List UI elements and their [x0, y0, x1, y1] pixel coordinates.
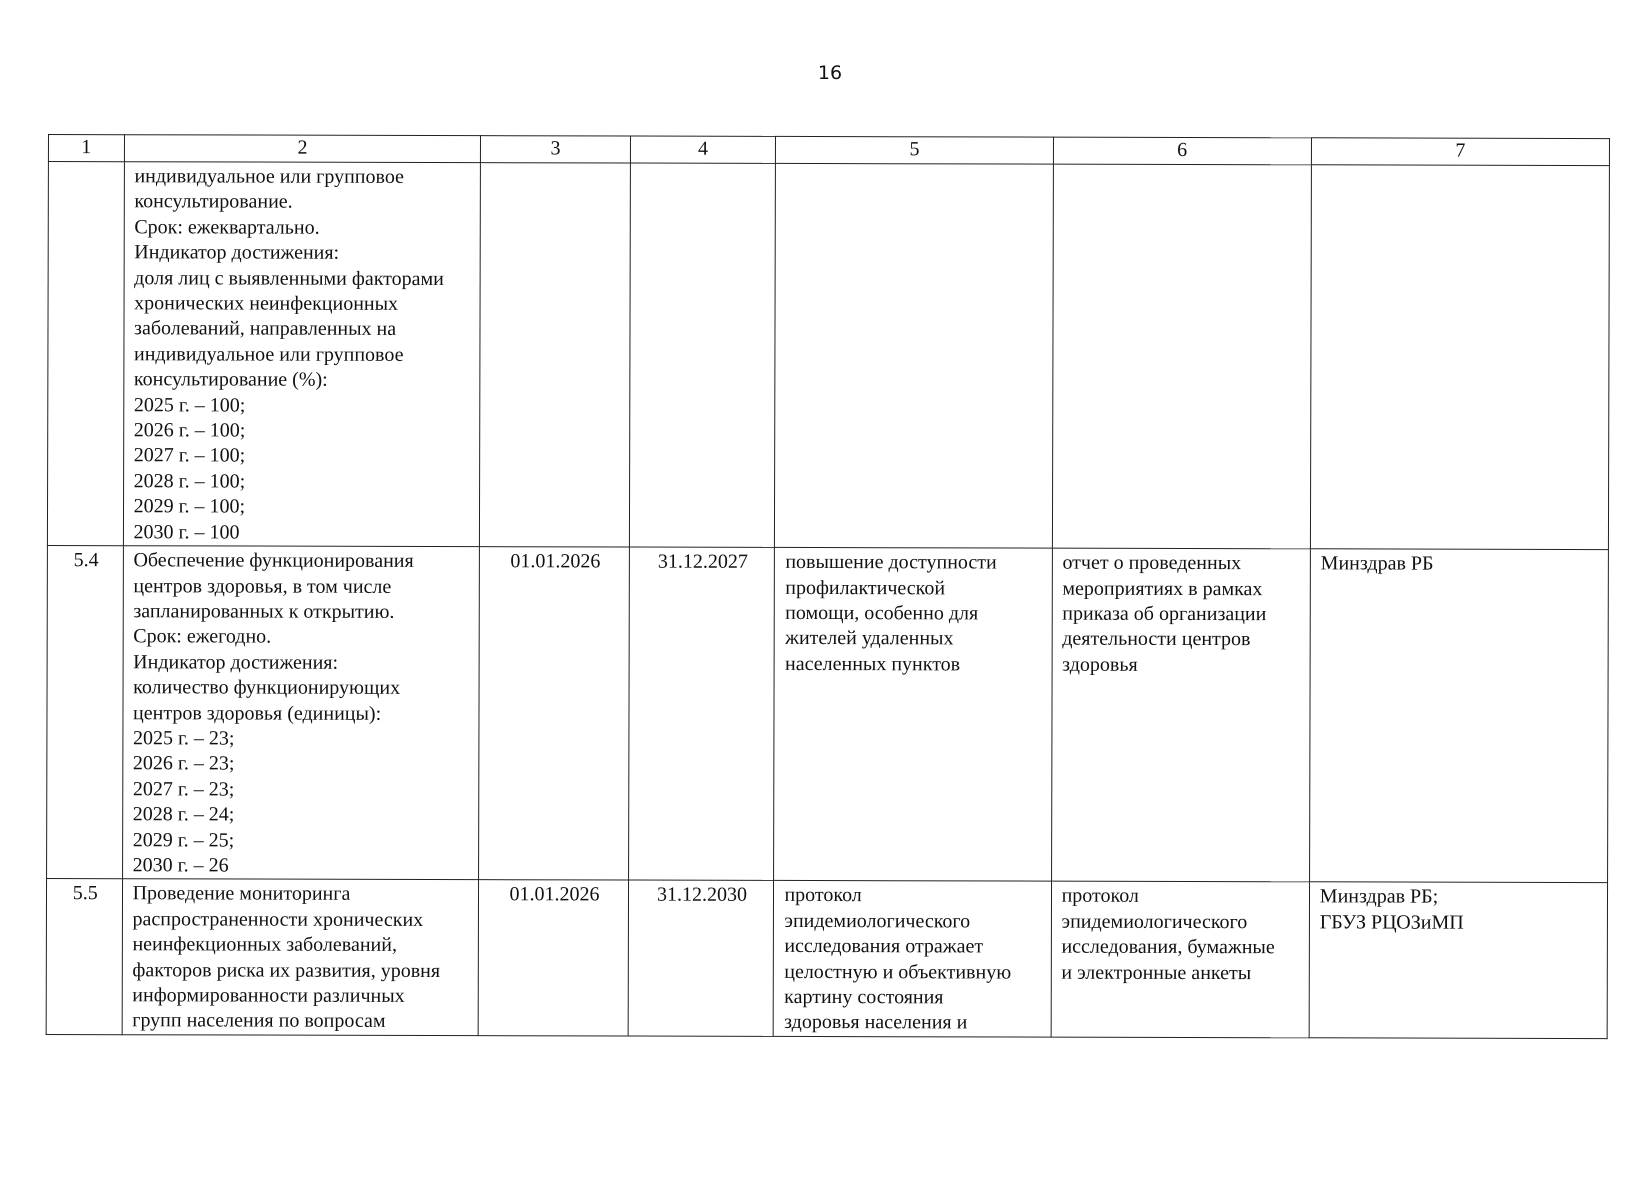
cell-text-line: здоровья [1062, 653, 1138, 676]
cell-text-line: хронических неинфекционных [134, 292, 399, 315]
start-date-cell: 01.01.2026 [479, 547, 629, 881]
result-cell [774, 881, 1052, 1037]
cell-text-line: распространенности хронических [132, 908, 424, 931]
cell-text-line: эпидемиологического [784, 909, 971, 933]
header-cell: 3 [481, 136, 630, 163]
header-cell: 7 [1311, 138, 1609, 166]
description-cell [123, 162, 481, 547]
cell-text-line: 2030 г. – 26 [132, 854, 229, 877]
report-cell [1052, 164, 1311, 549]
cell-text-line: 2028 г. – 100; [133, 470, 246, 493]
cell-text-line: населенных пунктов [785, 652, 961, 676]
responsible-cell [1310, 165, 1609, 550]
cell-text-line: 2027 г. – 100; [133, 444, 246, 467]
end-date-cell: 31.12.2030 [628, 880, 774, 1036]
cell-text-line: целостную и объективную [784, 960, 1012, 984]
cell-text-line: здоровья населения и [784, 1011, 968, 1034]
table-row [47, 546, 1609, 883]
result-cell [775, 163, 1053, 548]
cell-text-line: Минздрав РБ [1320, 552, 1434, 575]
cell-text-line: информированности различных [132, 984, 405, 1007]
cell-text-line: количество функционирующих [133, 676, 401, 700]
cell-text-line: 2030 г. – 100 [133, 520, 240, 544]
cell-text-line: приказа об организации [1062, 602, 1267, 626]
cell-text-line: индивидуальное или групповое [134, 165, 404, 188]
cell-text-line: 2026 г. – 23; [132, 752, 235, 775]
cell-text-line: центров здоровья, в том числе [133, 574, 392, 598]
cell-text-line: 2029 г. – 100; [133, 495, 246, 518]
row-number-cell: 5.4 [47, 546, 123, 879]
report-cell [1051, 882, 1310, 1038]
cell-text-line: запланированных к открытию. [133, 600, 395, 623]
header-cell: 5 [776, 136, 1053, 164]
report-cell [1051, 548, 1310, 882]
description-cell [122, 546, 480, 880]
cell-text-line: Проведение мониторинга [132, 882, 351, 906]
start-date-cell: 01.01.2026 [479, 880, 628, 1036]
cell-text-line: 2025 г. – 23; [132, 727, 235, 750]
cell-text-line: 2029 г. – 25; [132, 828, 235, 852]
cell-text-line: индивидуальное или групповое [133, 343, 404, 366]
cell-text-line: протокол [1061, 885, 1139, 908]
cell-text-line: консультирование. [134, 190, 293, 214]
cell-text-line: помощи, особенно для [785, 601, 979, 625]
cell-text-line: Срок: ежегодно. [133, 625, 272, 648]
cell-text-line: ГБУЗ РЦОЗиМП [1319, 911, 1464, 934]
cell-text-line: профилактической [785, 576, 946, 599]
header-cell: 6 [1053, 137, 1311, 165]
cell-text-line: исследования отражает [784, 935, 984, 958]
cell-text-line: Индикатор достижения: [133, 650, 339, 674]
cell-text-line: заболеваний, направленных на [134, 317, 397, 341]
cell-text-line: Минздрав РБ; [1319, 885, 1439, 909]
cell-text-line: деятельности центров [1062, 627, 1251, 651]
cell-text-line: и электронные анкеты [1061, 961, 1252, 984]
plan-table [46, 134, 1610, 1039]
row-number-cell: 5.5 [46, 879, 122, 1035]
result-cell [774, 547, 1052, 881]
cell-text-line: повышение доступности [785, 551, 997, 574]
cell-text-line: факторов риска их развития, уровня [132, 958, 441, 982]
cell-text-line: Обеспечение функционирования [133, 549, 414, 573]
page-number: 16 [817, 62, 843, 84]
cell-text-line: Индикатор достижения: [134, 241, 340, 264]
cell-text-line: эпидемиологического [1061, 910, 1248, 933]
end-date-cell [629, 163, 776, 547]
cell-text-line: неинфекционных заболеваний, [132, 933, 398, 957]
row-number-cell [47, 162, 124, 546]
cell-text-line: 2025 г. – 100; [133, 393, 246, 417]
cell-text-line: 2027 г. – 23; [132, 777, 235, 801]
cell-text-line: картину состояния [784, 985, 944, 1009]
cell-text-line: мероприятиях в рамках [1062, 577, 1263, 600]
cell-text-line: Срок: ежеквартально. [134, 216, 320, 239]
header-cell: 1 [48, 135, 124, 162]
cell-text-line: отчет о проведенных [1062, 551, 1242, 575]
cell-text-line: центров здоровья (единицы): [133, 701, 382, 725]
responsible-cell [1309, 549, 1608, 883]
end-date-cell: 31.12.2027 [628, 547, 775, 881]
cell-text-line: жителей удаленных [785, 627, 954, 650]
header-cell: 2 [124, 135, 481, 163]
responsible-cell [1309, 882, 1608, 1038]
table-header-row [48, 135, 1609, 166]
cell-text-line: протокол [784, 884, 862, 907]
cell-text-line: консультирование (%): [133, 368, 328, 391]
cell-text-line: исследования, бумажные [1061, 935, 1275, 959]
cell-text-line: групп населения по вопросам [132, 1009, 386, 1033]
header-cell: 4 [630, 136, 776, 163]
table-row [46, 879, 1607, 1039]
start-date-cell [480, 163, 630, 547]
cell-text-line: доля лиц с выявленными факторами [134, 266, 444, 290]
description-cell [122, 879, 479, 1035]
table-row [47, 162, 1609, 550]
cell-text-line: 2028 г. – 24; [132, 803, 235, 826]
cell-text-line: 2026 г. – 100; [133, 419, 246, 442]
